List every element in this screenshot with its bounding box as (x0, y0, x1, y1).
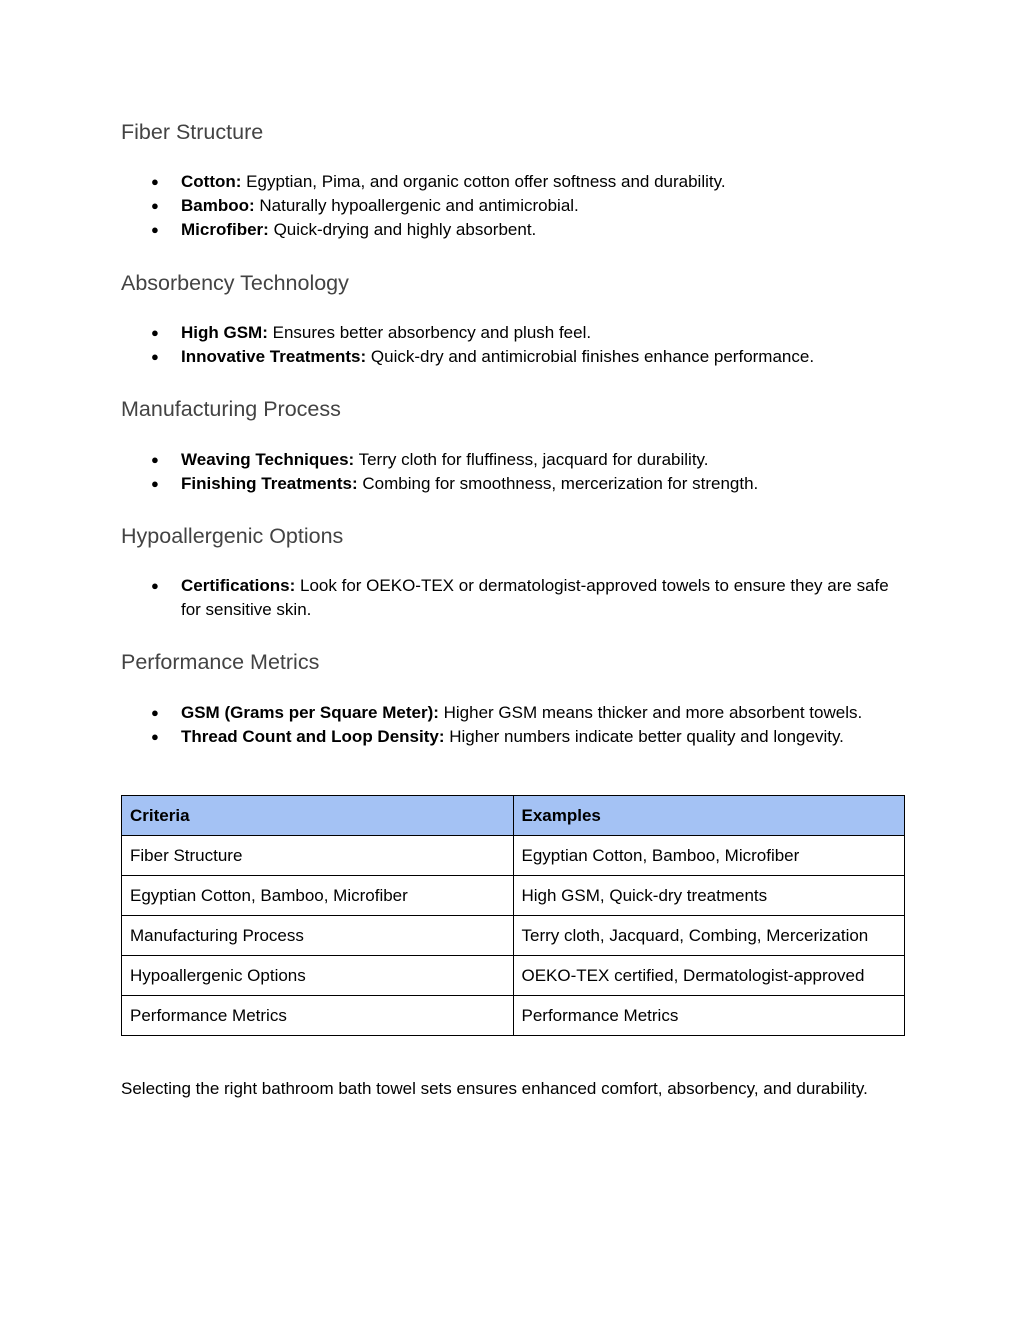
section-heading: Fiber Structure (121, 120, 264, 144)
item-term: Cotton: (181, 172, 242, 191)
bullet-icon: ● (151, 476, 159, 491)
item-text: Egyptian, Pima, and organic cotton offer softness and durability. (241, 172, 726, 191)
bullet-icon: ● (151, 325, 159, 340)
list-item (121, 472, 905, 496)
list-item (121, 194, 905, 218)
bullet-icon: ● (151, 452, 159, 467)
table-header-row (122, 796, 905, 836)
table-row (122, 876, 905, 916)
list-item (121, 448, 905, 472)
table-row (122, 956, 905, 996)
table-cell: Hypoallergenic Options (122, 956, 514, 996)
table-row (122, 996, 905, 1036)
section-heading: Hypoallergenic Options (121, 524, 344, 548)
table-header-cell: Examples (513, 796, 905, 836)
table-cell: Manufacturing Process (122, 916, 514, 956)
table-cell: High GSM, Quick-dry treatments (513, 876, 905, 916)
section-heading: Performance Metrics (121, 650, 320, 674)
list-item (121, 170, 905, 194)
table-cell: Terry cloth, Jacquard, Combing, Mercerization (513, 916, 905, 956)
item-text: Terry cloth for fluffiness, jacquard for durability. (354, 450, 709, 469)
item-term: Thread Count and Loop Density: (181, 727, 445, 746)
item-term: High GSM: (181, 323, 268, 342)
table-cell: OEKO-TEX certified, Dermatologist-approved (513, 956, 905, 996)
table-cell: Performance Metrics (513, 996, 905, 1036)
bullet-icon: ● (151, 578, 159, 593)
item-text: Higher numbers indicate better quality and longevity. (444, 727, 844, 746)
table-cell: Egyptian Cotton, Bamboo, Microfiber (513, 836, 905, 876)
table-cell: Fiber Structure (122, 836, 514, 876)
section-heading: Manufacturing Process (121, 397, 341, 421)
bullet-icon: ● (151, 198, 159, 213)
item-term: GSM (Grams per Square Meter): (181, 703, 439, 722)
bullet-icon: ● (151, 222, 159, 237)
criteria-table (121, 795, 905, 1036)
bullet-list (121, 701, 905, 749)
list-item (121, 701, 905, 725)
bullet-list (121, 321, 905, 369)
item-text: Higher GSM means thicker and more absorbent towels. (438, 703, 863, 722)
list-item (121, 321, 905, 345)
list-item (121, 345, 905, 369)
item-text: Ensures better absorbency and plush feel. (267, 323, 592, 342)
bullet-icon: ● (151, 349, 159, 364)
item-text: Quick-drying and highly absorbent. (268, 220, 537, 239)
item-term: Weaving Techniques: (181, 450, 355, 469)
bullet-list (121, 574, 905, 622)
bullet-icon: ● (151, 729, 159, 744)
list-item (121, 725, 905, 749)
bullet-icon: ● (151, 174, 159, 189)
item-term: Certifications: (181, 576, 296, 595)
section-heading: Absorbency Technology (121, 271, 349, 295)
item-term: Innovative Treatments: (181, 347, 367, 366)
table-cell: Performance Metrics (122, 996, 514, 1036)
item-text: Naturally hypoallergenic and antimicrobial. (254, 196, 579, 215)
list-item (121, 574, 905, 622)
item-term: Microfiber: (181, 220, 269, 239)
bullet-list (121, 448, 905, 496)
table-row (122, 916, 905, 956)
item-text: Quick-dry and antimicrobial finishes enhance performance. (366, 347, 815, 366)
closing-paragraph: Selecting the right bathroom bath towel sets ensures enhanced comfort, absorbency, and durability. (121, 1079, 868, 1098)
table-header-cell: Criteria (122, 796, 514, 836)
item-term: Finishing Treatments: (181, 474, 358, 493)
list-item (121, 218, 905, 242)
item-term: Bamboo: (181, 196, 255, 215)
bullet-list (121, 170, 905, 242)
item-text: Combing for smoothness, mercerization for strength. (357, 474, 759, 493)
bullet-icon: ● (151, 705, 159, 720)
item-text: Look for OEKO-TEX or dermatologist-approved towels to ensure they are safe for sensitive skin. (181, 576, 889, 619)
table-row (122, 836, 905, 876)
table-cell: Egyptian Cotton, Bamboo, Microfiber (122, 876, 514, 916)
